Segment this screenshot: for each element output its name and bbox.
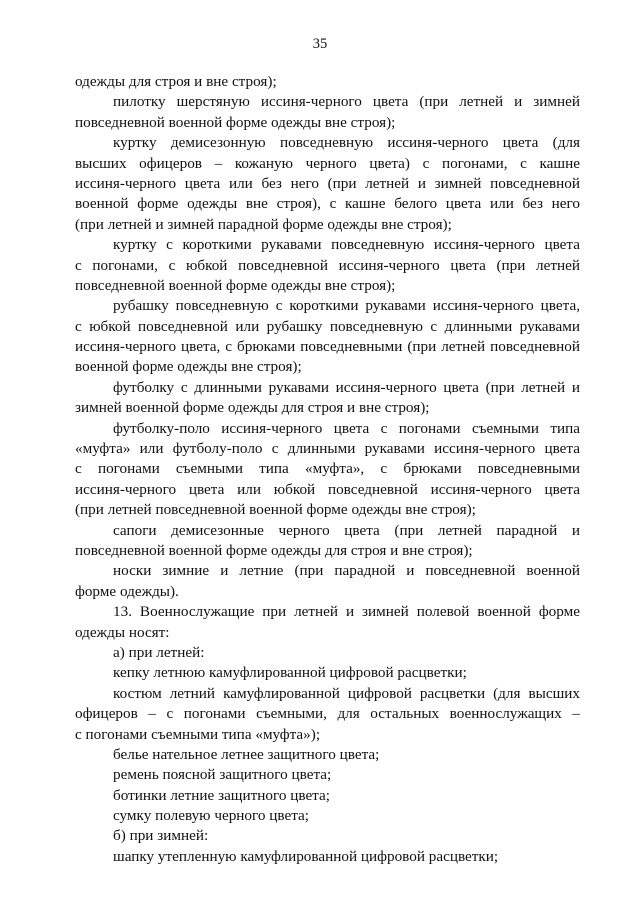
text-line: б) при зимней: — [113, 827, 209, 845]
text-line: 13. Военнослужащие при летней и зимней полевой военной форме — [113, 603, 580, 621]
text-line: повседневной военной форме одежды для строя и вне строя); — [75, 541, 473, 559]
text-line: высших офицеров – кожаную черного цвета) с погонами, с кашне — [75, 154, 580, 172]
text-line: офицеров – с погонами съемными, для остальных военнослужащих – — [75, 705, 580, 723]
text-line: пилотку шерстяную иссиня-черного цвета (при летней и зимней — [113, 93, 580, 111]
text-line: одежды носят: — [75, 623, 170, 641]
text-line: повседневной военной форме одежды вне строя); — [75, 276, 396, 294]
text-line: а) при летней: — [113, 643, 205, 661]
text-line: кепку летнюю камуфлированной цифровой расцветки; — [113, 664, 467, 682]
text-line: с погонами съемными типа «муфта»); — [75, 725, 321, 743]
text-line: зимней военной форме одежды для строя и вне строя); — [75, 399, 430, 417]
text-line: «муфта» или футболу-поло с длинными рукавами иссиня-черного цвета — [75, 440, 580, 458]
text-line: с юбкой повседневной или рубашку повседневную с длинными рукавами — [75, 317, 580, 335]
text-line: военной форме одежды вне строя), с кашне белого цвета или без него — [75, 195, 580, 213]
text-line: футболку-поло иссиня-черного цвета с погонами съемными типа — [113, 419, 580, 437]
text-line: с погонами съемными типа «муфта», с брюками повседневными — [75, 460, 580, 478]
text-line: (при летней и зимней парадной форме одежды вне строя); — [75, 215, 452, 233]
text-line: повседневной военной форме одежды вне строя); — [75, 113, 396, 131]
text-line: белье нательное летнее защитного цвета; — [113, 745, 380, 763]
text-line: футболку с длинными рукавами иссиня-черного цвета (при летней и — [113, 378, 580, 396]
document-body — [75, 72, 580, 867]
text-line: носки зимние и летние (при парадной и повседневной военной — [113, 562, 580, 580]
text-line: костюм летний камуфлированной цифровой расцветки (для высших — [113, 684, 580, 702]
text-line: иссиня-черного цвета или без него (при летней и зимней повседневной — [75, 174, 580, 192]
page-number: 35 — [312, 36, 328, 52]
text-line: сапоги демисезонные черного цвета (при летней парадной и — [113, 521, 580, 539]
text-line: военной форме одежды вне строя); — [75, 358, 302, 376]
text-line: иссиня-черного цвета или юбкой повседневной иссиня-черного цвета — [75, 480, 580, 498]
text-line: шапку утепленную камуфлированной цифровой расцветки; — [113, 847, 499, 865]
text-line: куртку демисезонную повседневную иссиня-черного цвета (для — [113, 134, 580, 152]
text-line: ботинки летние защитного цвета; — [113, 786, 330, 804]
text-line: ремень поясной защитного цвета; — [113, 766, 332, 784]
text-line: (при летней повседневной военной форме одежды вне строя); — [75, 501, 476, 519]
text-line: иссиня-черного цвета, с брюками повседневными (при летней повседневной — [75, 338, 580, 356]
text-line: сумку полевую черного цвета; — [113, 807, 309, 825]
text-line: рубашку повседневную с короткими рукавами иссиня-черного цвета, — [113, 297, 580, 315]
text-line: одежды для строя и вне строя); — [75, 73, 277, 90]
text-line: с погонами, с юбкой повседневной иссиня-черного цвета (при летней — [75, 256, 580, 274]
text-line: куртку с короткими рукавами повседневную иссиня-черного цвета — [113, 236, 580, 254]
text-line: форме одежды). — [75, 582, 179, 600]
